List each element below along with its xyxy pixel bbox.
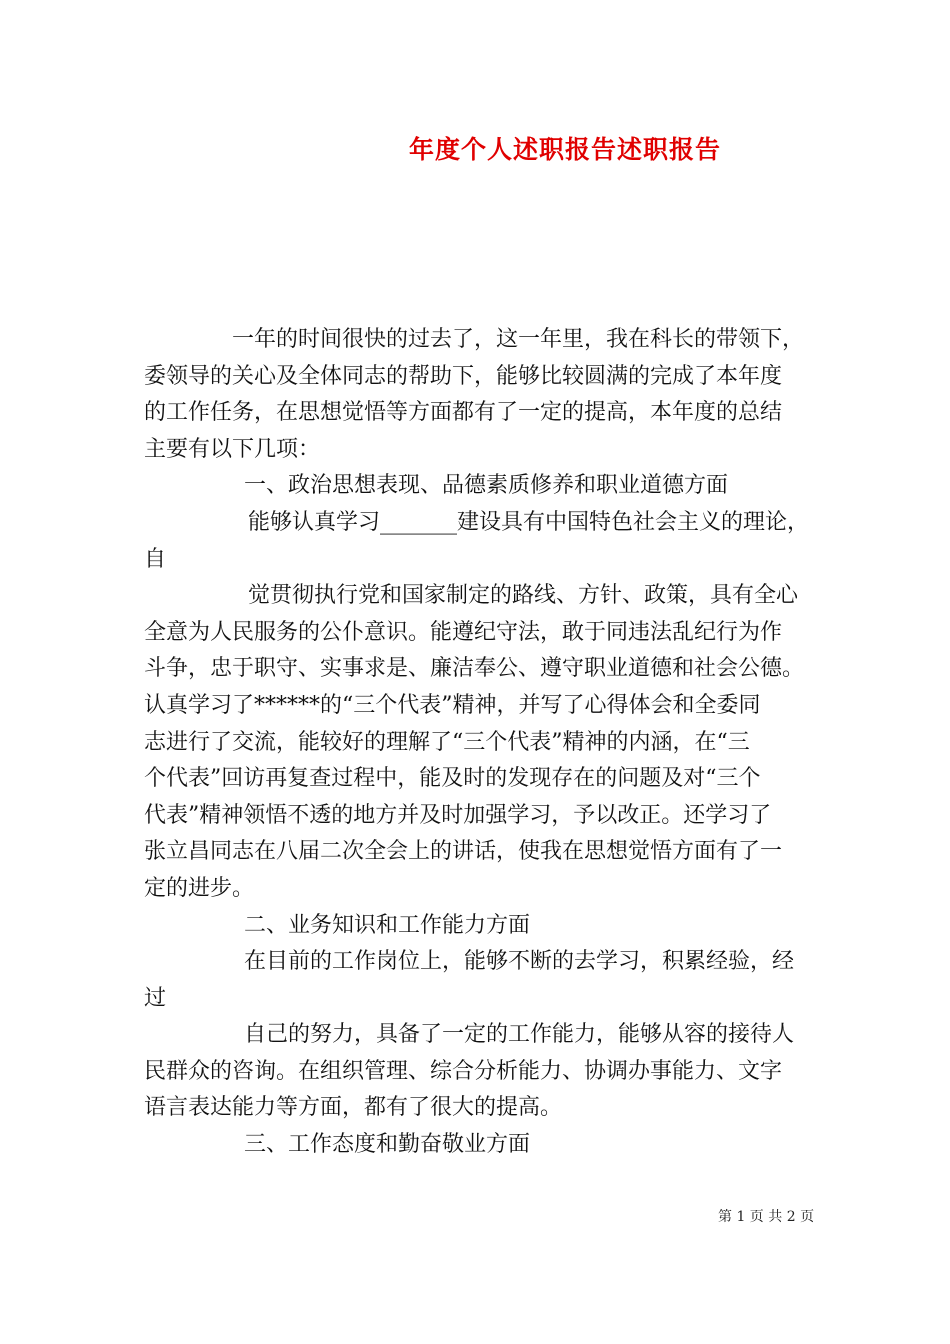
paragraph-line: 代表”精神领悟不透的地方并及时加强学习，予以改正。还学习了: [144, 802, 772, 828]
section-heading-3: 三、工作态度和勤奋敬业方面: [244, 1132, 531, 1158]
paragraph-line: 过: [144, 985, 167, 1011]
paragraph-line: 志进行了交流，能较好的理解了“三个代表”精神的内涵，在“三: [144, 729, 750, 755]
paragraph-line: 语言表达能力等方面，都有了很大的提高。: [144, 1095, 563, 1121]
document-title: 年度个人述职报告述职报告: [408, 135, 721, 164]
paragraph-line: 在目前的工作岗位上，能够不断的去学习，积累经验，经: [244, 949, 795, 975]
paragraph-line: 委领导的关心及全体同志的帮助下，能够比较圆满的完成了本年度: [144, 363, 783, 389]
paragraph-line: 斗争，忠于职守、实事求是、廉洁奉公、遵守职业道德和社会公德。: [144, 656, 805, 682]
section-heading-2: 二、业务知识和工作能力方面: [244, 912, 531, 938]
paragraph-line: 民群众的咨询。在组织管理、综合分析能力、协调办事能力、文字: [144, 1058, 783, 1084]
paragraph-line: 认真学习了******的“三个代表”精神，并写了心得体会和全委同: [144, 692, 761, 718]
paragraph-line: 自己的努力，具备了一定的工作能力，能够从容的接待人: [244, 1022, 795, 1048]
paragraph-line: 个代表”回访再复查过程中，能及时的发现存在的问题及对“三个: [144, 766, 761, 792]
section-heading-1: 一、政治思想表现、品德素质修养和职业道德方面: [244, 473, 729, 499]
document-body: [144, 322, 824, 1164]
paragraph-line: 一年的时间很快的过去了，这一年里，我在科长的带领下，: [232, 327, 805, 352]
page-number: 第 1 页 共 2 页: [718, 1209, 815, 1225]
paragraph-line: 张立昌同志在八届二次全会上的讲话，使我在思想觉悟方面有了一: [144, 839, 783, 865]
paragraph-line: 能够认真学习_______建设具有中国特色社会主义的理论，: [248, 509, 810, 535]
paragraph-line: 定的进步。: [144, 875, 255, 901]
paragraph-line: 主要有以下几项：: [144, 436, 321, 462]
paragraph-line: 全意为人民服务的公仆意识。能遵纪守法，敢于同违法乱纪行为作: [144, 619, 783, 645]
paragraph-line: 的工作任务，在思想觉悟等方面都有了一定的提高，本年度的总结: [144, 400, 783, 426]
paragraph-line: 自: [144, 546, 167, 572]
paragraph-line: 觉贯彻执行党和国家制定的路线、方针、政策，具有全心: [248, 583, 799, 609]
